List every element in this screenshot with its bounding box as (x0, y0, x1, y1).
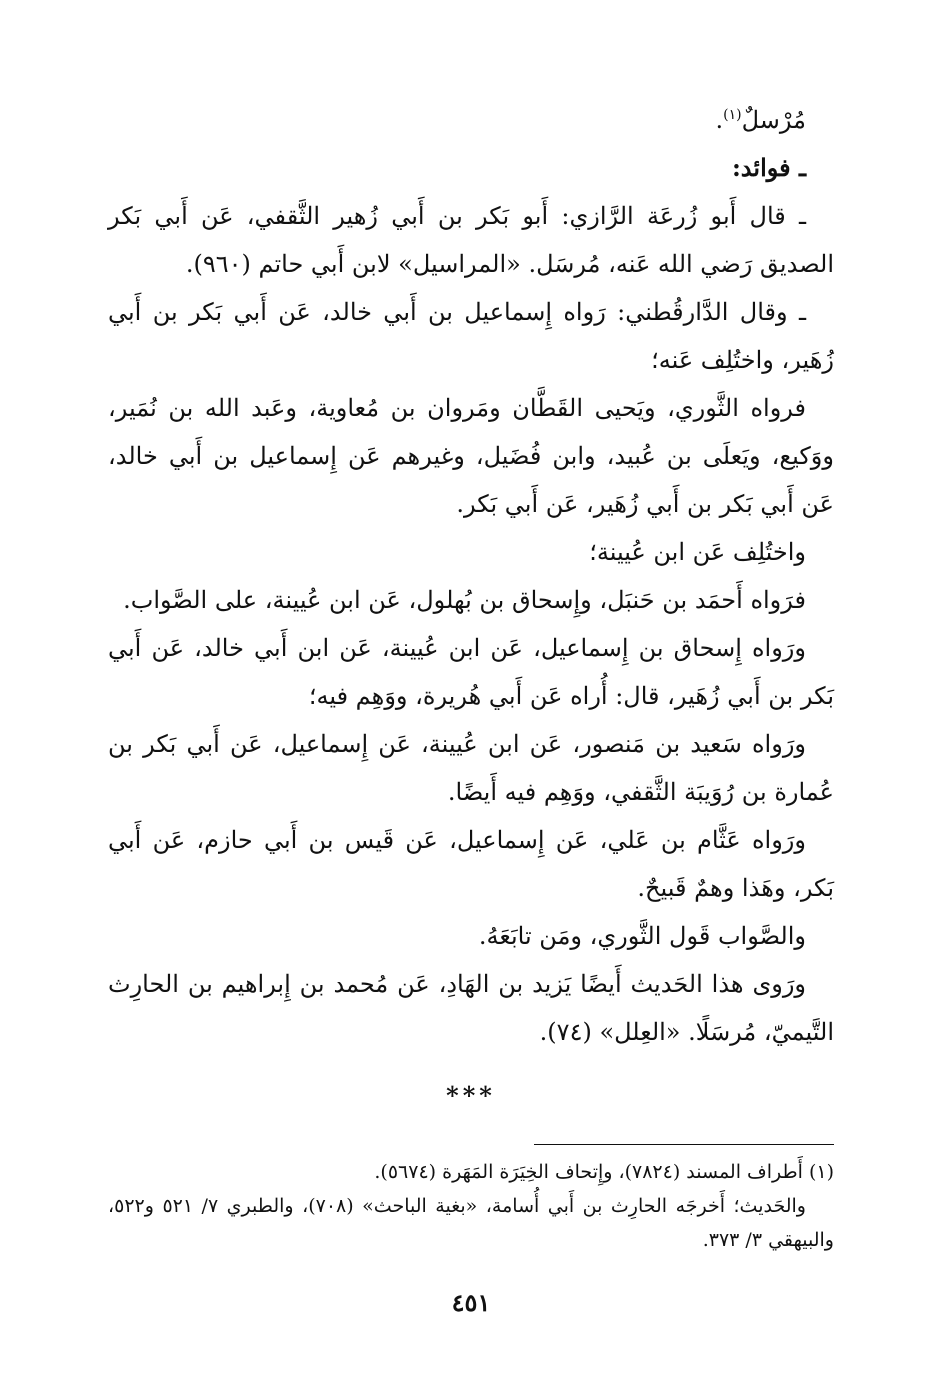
paragraph-thawri-narration: فرواه الثَّوري، ويَحيى القَطَّان ومَروان بن مُعاوية، وعَبد الله بن نُمَير، ووَكيع، ويَعلَى بن عُبيد، وابن فُضَيل، وغيرهم عَن إِسماعيل بن أَبي خالد، عَن أَبي بَكر بن أَبي زُهَير، عَن أَبي بَكر. (108, 394, 834, 518)
paragraph-suffix: . (715, 106, 724, 134)
paragraph-conclusion: والصَّواب قَول الثَّوري، ومَن تابَعَهُ. (478, 922, 806, 950)
footnote-1: (١) أَطراف المسند (٧٨٢٤)، وإِتحاف الخِيَرَة المَهَرة (٥٦٧٤). (374, 1161, 834, 1183)
section-separator: *** (446, 1081, 496, 1110)
page-number: ٤٥١ (451, 1288, 491, 1317)
footnote-1-continued: والحَديث؛ أَخرجَه الحارِث بن أَبي أُسامة، «بغية الباحث» (٧٠٨)، والطبري ٧/ ٥٢١ و٥٢٢، والبيهقي ٣/ ٣٧٣. (108, 1195, 834, 1251)
paragraph-aththam-narration: ورَواه عَثَّام بن عَلي، عَن إِسماعيل، عَن قَيس بن أَبي حازم، عَن أَبي بَكر، وهَذا وهمٌ قَبيحٌ. (108, 826, 834, 902)
paragraph-abu-zurah: ـ قال أَبو زُرعَة الرَّازي: أَبو بَكر بن أَبي زُهير الثَّقفي، عَن أَبي بَكر الصديق رَضي الله عَنه، مُرسَل. «المراسيل» لابن أَبي حاتم (٩٦٠). (108, 202, 834, 278)
paragraph-mursal (108, 96, 834, 144)
footnotes (108, 1155, 834, 1257)
page-body (108, 96, 834, 1386)
paragraph-said-narration: ورَواه سَعيد بن مَنصور، عَن ابن عُيينة، عَن إِسماعيل، عَن أَبي بَكر بن عُمارة بن رُوَيبَة الثَّقفي، ووَهِم فيه أَيضًا. (108, 730, 834, 806)
footnote-ref[interactable]: (١) (723, 107, 742, 123)
paragraph-ibn-uyaynah-dispute: واختُلِف عَن ابن عُيينة؛ (589, 538, 806, 566)
paragraph-ahmad-narration: فرَواه أَحمَد بن حَنبَل، وإِسحاق بن بُهلول، عَن ابن عُيينة، على الصَّواب. (123, 586, 806, 614)
paragraph-text: مُرْسلٌ (741, 106, 806, 134)
paragraph-ishaq-narration: ورَواه إِسحاق بن إِسماعيل، عَن ابن عُيينة، عَن ابن أَبي خالد، عَن أَبي بَكر بن أَبي زُهَير، قال: أُراه عَن أَبي هُريرة، ووَهِم فيه؛ (108, 634, 834, 710)
paragraph-daraqutni: ـ وقال الدَّارقُطني: رَواه إِسماعيل بن أَبي خالد، عَن أَبي بَكر بن أَبي زُهَير، واختُلِف عَنه؛ (108, 298, 834, 374)
paragraph-yazid-narration: ورَوى هذا الحَديث أَيضًا يَزيد بن الهَادِ، عَن مُحمد بن إِبراهيم بن الحارِث التَّيميّ، مُرسَلًا. «العِلل» (٧٤). (108, 970, 834, 1046)
footnote-divider (534, 1144, 834, 1145)
section-heading-fawaid: ـ فوائد: (731, 153, 806, 182)
